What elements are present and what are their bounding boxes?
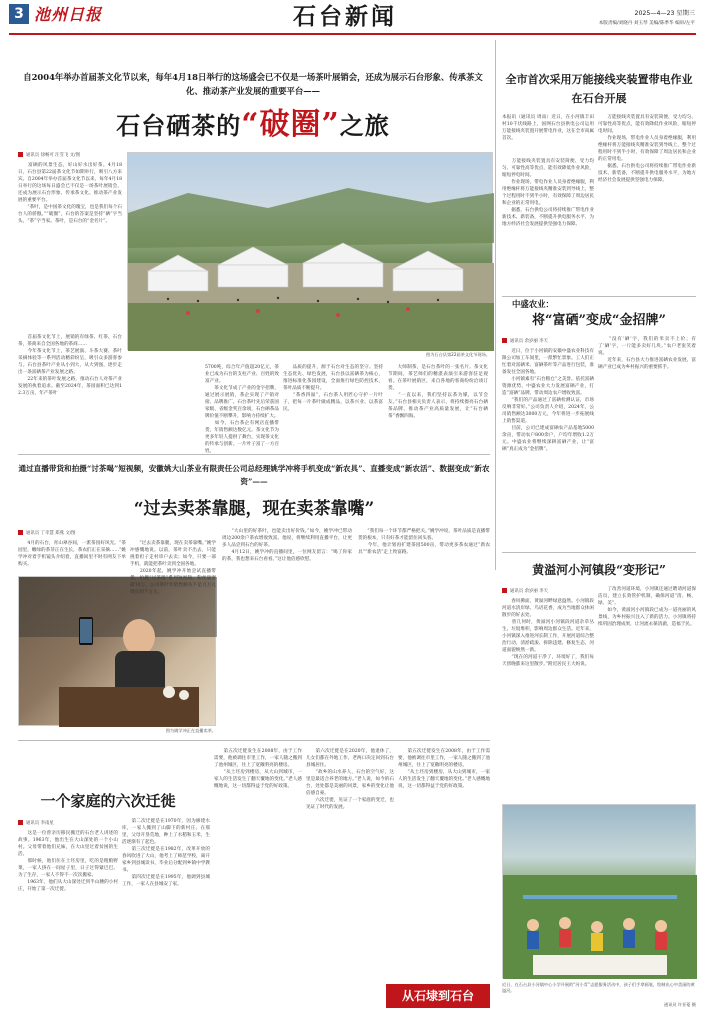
- family-body1: 这是一位曾亲历移民搬迁的石台老人讲述的故事。1963年，他出生在大山深处的一个小山村。父母带着他们兄妹，在大山里过着贫困的生活。 那时候，他们住在土坯房里，吃的是粗粮野菜，一家人挤在一间屋子里，日子过得紧巴巴。为了生存，一家人不得不一次次搬家。 1963年，他们从大山深处迁到半山腰的小村庄，开始了第一次迁徙。: [18, 831, 118, 892]
- newspaper-logo: 池州日报: [34, 5, 103, 24]
- agri-body-right: “没有‘硒’字，我们的米卖不上价；有了‘硒’字，一斤能多卖好几块。”农户老张笑着说。 近年来，石台县大力推进富硒农业发展，富硒产业已成为乡村振兴的重要抓手。: [598, 337, 696, 370]
- family-body4: 第六次迁徙是在2020年，他退休了，儿女们都在外地工作，老两口决定回到石台县城居住。 “故乡的山水养人，石台的空气好，这里是最适合养老的地方。”老人说，如今的石台，处处都是美丽的风景，家乡的变化让他倍感自豪。 六次迁徙，见证了一个家庭的变迁，也见证了时代的发展。: [306, 749, 394, 810]
- agri-byline: 通讯员 余岁丽 李天: [502, 336, 602, 345]
- lead-body-col4: 大师制茶，是石台茶叶的一张名片。茶文化节期间，茶艺师们的精湛表演引来游客驻足观看。在茶叶展销区，来自各地的客商纷纷洽谈订货。 “一直以来，我们坚持以茶为媒，以节会友。”石台县相关负责人表示，将持续擦亮石台硒茶品牌，推动茶产业高质量发展，让“石台硒茶”香飘四海。: [388, 365, 488, 419]
- power-byline: 本报讯（通讯员 周雨）近日，在小河镇丰田村10千伏线路上，国网石台县供电公司运用万能接线夹装置开展带电作业，这在全市尚属首次。: [502, 115, 594, 141]
- divider-power: [502, 296, 696, 297]
- divider-lead: [18, 454, 490, 455]
- village-byline: 通讯员 余岁丽 李天: [502, 586, 602, 595]
- village-headline: 黄溢河小河镇段“变形记”: [532, 563, 666, 577]
- livestream-body2: “过去卖茶靠腿，现在卖茶靠嘴。”姚学冲感慨地说。以前，茶叶卖不出去，只能挑着担子走村串户去卖；如今，只要一部手机，就能把茶叶卖到全国各地。 2020年起，姚学冲开始尝试直播带货，拍摄“讨茶喝”系列短视频，粉丝量突破10万，公司茶叶年销售额从不足百万元增长到千万元。: [130, 541, 216, 595]
- divider-agri: [502, 552, 696, 553]
- lead-headline-pre: 石台硒茶的: [116, 111, 242, 140]
- editor-staff: 本版责编/刘晓丹 刘玉琴 美编/陈季华 编审/左平: [598, 21, 695, 26]
- power-body: 万能接线夹装置具有安装简便、受力均匀、可靠性高等优点，能有效降低作业风险，缩短停电时间。 作业现场，带电作业人员身着绝缘服，利用绝缘杆将万能接线夹精准安装到导线上，整个过程用时不到半小时，有效保障了周边居民和企业的正常用电。 据悉，石台供电公司将持续推广带电作业新技术、新装备，不断提升供电服务水平，为地方经济社会发展提供坚强电力保障。: [598, 115, 696, 183]
- village-photo: [502, 804, 696, 978]
- byline-marker-icon: [502, 588, 507, 593]
- livestream-body4: “我们每一个环节都严格把关。”姚学冲说，茶叶品质是直播带货的根本，只有好茶才能留住回头客。 今年，他计划再扩建茶园500亩，带动更多茶农通过“新农具”“新农活”走上致富路。: [358, 529, 490, 555]
- lead-headline-post: 之旅: [339, 111, 390, 140]
- village-photo-caption: 近日，在石台县小河镇中心小学开展的“河小青”志愿服务活动中，孩子们手拿画笔，绘制出心中美丽的黄溢河。: [502, 982, 695, 993]
- livestream-body1: 4月的石台，青山翠谷间，一派茶园好风光。“茶园里，嫩绿的茶芽正在生长，茶农们正在采摘……”姚学冲对着手机镜头介绍着，直播间里不时有网友下单购买。: [18, 541, 127, 567]
- family-body2: 第二次迁徙是在1970年，因为修建水库，一家人搬到了山脚下的新村庄。在那里，父母开垦荒地，种上了水稻和玉米，生活逐渐有了起色。 第三次迁徙是在1982年，改革开放的春风吹进了大山，他考上了师范学校，离开家乡到县城读书，毕业后分配到乡镇中学教书。 第四次迁徙是在1995年，他调到县城工作，一家人在县城安了家。: [122, 819, 210, 887]
- agri-kicker: 中盛农业：: [512, 299, 554, 309]
- lead-photo-caption: 图为石台县第22届茶文化节现场。: [426, 352, 490, 357]
- lead-headline: [18, 104, 488, 146]
- livestream-kicker: 通过直播带货和拍摄“讨茶喝”短视频，安徽姚大山茶业有限责任公司总经理姚学冲将手机变成“新农具”、直播变成“新农活”、数据变成“新农资”——: [18, 464, 490, 486]
- village-body-right: 了改善河道环境，小河镇还通过聘请河道保洁员，建立长效管护机制，确保河道“清、畅、绿、美”。 如今，黄溢河小河镇段已成为一道亮丽的风景线，为乡村振兴注入了新的活力。小河镇将持续巩固治理成果，让河流永葆清澈，造福于民。: [598, 587, 696, 627]
- byline-marker-icon: [18, 820, 23, 825]
- vertical-divider: [495, 40, 496, 570]
- family-body3: 第五次迁徙发生在2008年，由于工作需要，他被调往市里工作，一家人随之搬到了池州城区，住上了宽敞明亮的楼房。 “从土坯房到楼房，从大山到城市，一家人的生活发生了翻天覆地的变化。”老人感慨地说，这一切都得益于党的好政策。: [214, 749, 302, 789]
- agri-body: 近日，位于小河镇的安徽中盛农业科技有限公司加工车间里，一派繁忙景象。工人们正忙着对富硒米、富硒茶叶等产品进行包装，准备发往全国各地。 小河镇素有“石台粮仓”之美誉。依托富硒资源优势，中盛农业大力发展富硒产业，打造“富硒”品牌，带动周边农户增收致富。 “我们的产品通过了富硒检测认证，市场反响非常好。”公司负责人介绍，2024年，公司销售额达3000万元，今年将进一步拓展线上销售渠道。 目前，公司已建成富硒农产品基地5000余亩，带动农户800余户，户均年增收1.2万元。中盛农业将继续深耕富硒产业，让“富硒”真正成为“金招牌”。: [502, 349, 594, 452]
- divider-family: [18, 740, 490, 741]
- village-body: 春风拂面，黄溢河畔绿意盎然。小河镇段河道水清岸绿、鸟语花香，成为当地群众休闲散步的好去处。 曾几何时，黄溢河小河镇段河道杂草丛生、垃圾堆积，影响周边群众生活。近年来，小河镇深入推进河长制工作，开展河道综合整治行动，清淤疏浚、拆除违建、修复生态，河道面貌焕然一新。 “现在的河道干净了，环境好了，我们每天傍晚都来这里散步。”附近居民王大妈说。: [502, 599, 594, 667]
- issue-date: 2025—4—23 星期三: [634, 10, 695, 17]
- livestream-photo-caption: 图为姚学冲正在直播卖茶。: [165, 728, 216, 733]
- byline-marker-icon: [18, 152, 23, 157]
- byline-marker-icon: [502, 338, 507, 343]
- power-headline: 全市首次采用万能接线夹装置带电作业在石台开展: [505, 73, 693, 105]
- lead-kicker: 自2004年举办首届茶文化节以来，每年4月18日举行的这场盛会已不仅是一场茶叶展销会，还成为展示石台形象、传承茶文化、推动茶产业发展的重要平台——: [23, 72, 483, 96]
- tea-festival-photo: [127, 152, 493, 350]
- lead-body-col1b: 首届茶文化节上，展销的有绿茶、红茶、石台茶，茶商来自全国各地的茶商…… 今年茶文化节上，茶艺展演、斗茶大赛、茶叶采摘体验等一系列活动精彩纷呈，吸引众多游客参与。石台县茶叶产业从小到大，从大到强，逐步走出一条富硒茶产业发展之路。 22年来的茶叶发展之路，推动石台人对茶产业发展的执着追求。截至2024年，茶园面积已达到12.3万亩，年产茶叶: [18, 335, 122, 396]
- livestream-photo: [18, 576, 216, 726]
- page-number-badge: 3: [9, 4, 29, 24]
- livestream-byline: 通讯员 丁幸慧 郑燕 文/图: [18, 528, 138, 537]
- agri-headline: 将“富硒”变成“金招牌”: [532, 313, 666, 328]
- power-body-left: 万能接线夹装置具有安装简便、受力均匀、可靠性高等优点，能有效降低作业风险，缩短停电时间。 作业现场，带电作业人员身着绝缘服，利用绝缘杆将万能接线夹精准安装到导线上，整个过程用时不到半小时，有效保障了周边居民和企业的正常用电。 据悉，石台供电公司将持续推广带电作业新技术、新装备，不断提升供电服务水平，为地方经济社会发展提供坚强电力保障。: [502, 159, 594, 227]
- family-byline: 通讯员 李南星: [18, 818, 118, 827]
- lead-body-col3: 品质的提升，源于石台对生态的坚守。坚持生态优先、绿色发展，石台县以富硒茶为核心，推进标准化茶园建设，全面推行绿色防控技术，茶叶品质不断提升。 “茶香四溢”，石台茶人用匠心守护一片叶子，把每一片茶叶做成精品，以茶兴业、以茶富民。: [283, 365, 383, 412]
- village-photo-credit: 通讯员 许亚菱 摄: [664, 1002, 696, 1007]
- livestream-body3: “大山里的好茶叶，也能卖出好价钱。”如今，姚学冲已带动周边200余户茶农增收致富。他说，将继续利用直播平台，让更多人品尝到石台的好茶。 4月12日，姚学冲的直播间里，一位网友留言：“喝了你家的茶，我也想来石台看看。”这让他倍感欣慰。: [222, 529, 352, 562]
- lead-body-col1: 富硒的风景生态，好山好水出好茶。4月18日，石台县第22届茶文化节如期举行，吸引八方来宾。自2004年举办首届茶文化节以来，每年4月18日举行的这场每日盛会已不仅是一场茶叶展销会，还成为展示石台形象、传承茶文化、推动茶产业发展的重要平台。 “茶叶，是中国茶文化的瑰宝，也是我们每个石台人的骄傲。”“破圈”，石台的答案是坚持“硒”字当头、“茶”字当家。茶叶，是石台的“金名片”。: [18, 163, 122, 224]
- masthead-rule: [9, 33, 696, 35]
- lead-headline-quote: “破圈”: [241, 107, 340, 142]
- lead-byline: 通讯员 徐畅可 汪雪飞 文/图: [18, 150, 158, 159]
- byline-marker-icon: [18, 530, 23, 535]
- column-label: 从石埭到石台: [386, 984, 490, 1008]
- family-headline: 一个家庭的六次迁徙: [40, 792, 176, 810]
- lead-body-col2: 5700吨，综合年产值超20亿元，茶业已成为石台的支柱产业、百姓的致富产业。 茶文化节成了产业的金字招牌，通过展示展销，茶企实现了产销对接、品牌推广。石台茶叶先后荣获国家级、省级金奖百余项，石台硒茶品牌价值不断攀升，影响力持续扩大。 如今，石台茶企有网店直播带货，年销售额达数亿元。茶文化节为更多年轻人提供了舞台，实现茶文化的传承与创新。一片叶子富了一方百姓。: [205, 365, 279, 454]
- family-body5: 第五次迁徙发生在2008年，由于工作需要，他被调往市里工作，一家人随之搬到了池州城区，住上了宽敞明亮的楼房。 “从土坯房到楼房，从大山到城市，一家人的生活发生了翻天覆地的变化。”老人感慨地说，这一切都得益于党的好政策。: [398, 749, 490, 789]
- section-title: 石台新闻: [293, 3, 397, 30]
- livestream-headline: “过去卖茶靠腿，现在卖茶靠嘴”: [133, 499, 375, 519]
